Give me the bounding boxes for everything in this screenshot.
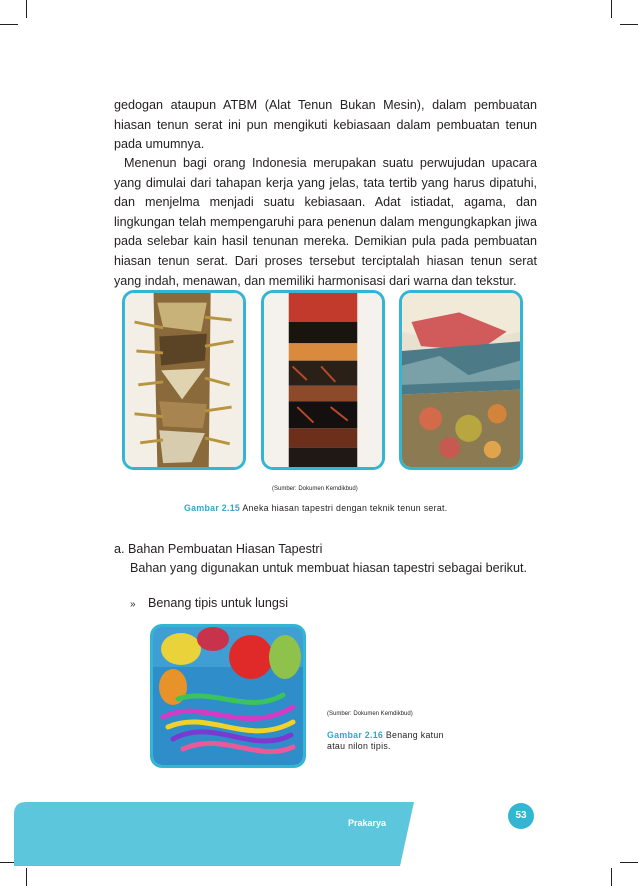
crop-mark [620, 24, 638, 25]
crop-mark [26, 868, 27, 886]
bullet-text: Benang tipis untuk lungsi [148, 596, 289, 610]
crop-mark [0, 24, 18, 25]
crop-mark [611, 868, 612, 886]
figure-2-15-label: Gambar 2.15 [184, 503, 241, 513]
footer-band [14, 802, 414, 866]
crop-mark [611, 0, 612, 18]
footer-subject: Prakarya [348, 818, 387, 828]
figure-2-15-caption-text: Aneka hiasan tapestri dengan teknik tenun serat. [242, 503, 448, 513]
body-paragraph-1: gedogan ataupun ATBM (Alat Tenun Bukan Mesin), dalam pembuatan hiasan tenun serat ini pun mengikuti kebiasaan dalam pembuatan tenun pada umumnya. [114, 98, 537, 152]
crop-mark [620, 862, 638, 863]
figure-2-15-source: (Sumber: Dokumen Kemdikbud) [272, 486, 358, 492]
body-paragraph-2: Menenun bagi orang Indonesia merupakan suatu perwujudan upacara yang dimulai dari tahapan kerja yang jelas, tata tertib yang harus dipatuhi, dan menjelma menjadi suatu kebiasaan. Adat istiadat, agama, dan lingkungan telah mempengaruhi para penenun dalam mengungkapkan jiwa pada selebar kain hasil tenunan mereka. Demikian pula pada pembuatan hiasan tenun serat. Dari proses tersebut terciptalah hiasan tenun serat yang indah, menawan, dan memiliki harmonisasi dari warna dan tekstur. [114, 156, 537, 288]
tapestry-photo-1 [122, 290, 246, 470]
section-a-subtitle: Bahan yang digunakan untuk membuat hiasan tapestri sebagai berikut. [130, 561, 527, 575]
tapestry-photo-3 [399, 290, 523, 470]
bullet-item [130, 596, 288, 610]
crop-mark [26, 0, 27, 18]
figure-2-16-source: (Sumber: Dokumen Kemdikbud) [327, 711, 413, 717]
figure-2-16-caption-text: Benang katun atau nilon tipis. [327, 730, 444, 751]
bullet-mark: » [130, 599, 136, 610]
thread-photo [150, 624, 306, 768]
figure-2-16-caption [327, 730, 457, 752]
page-number: 53 [508, 803, 534, 829]
figure-2-15-caption [184, 503, 448, 513]
tapestry-photo-2 [261, 290, 385, 470]
figure-2-16-label: Gambar 2.16 [327, 730, 384, 740]
section-a-title: a. Bahan Pembuatan Hiasan Tapestri [114, 542, 323, 556]
